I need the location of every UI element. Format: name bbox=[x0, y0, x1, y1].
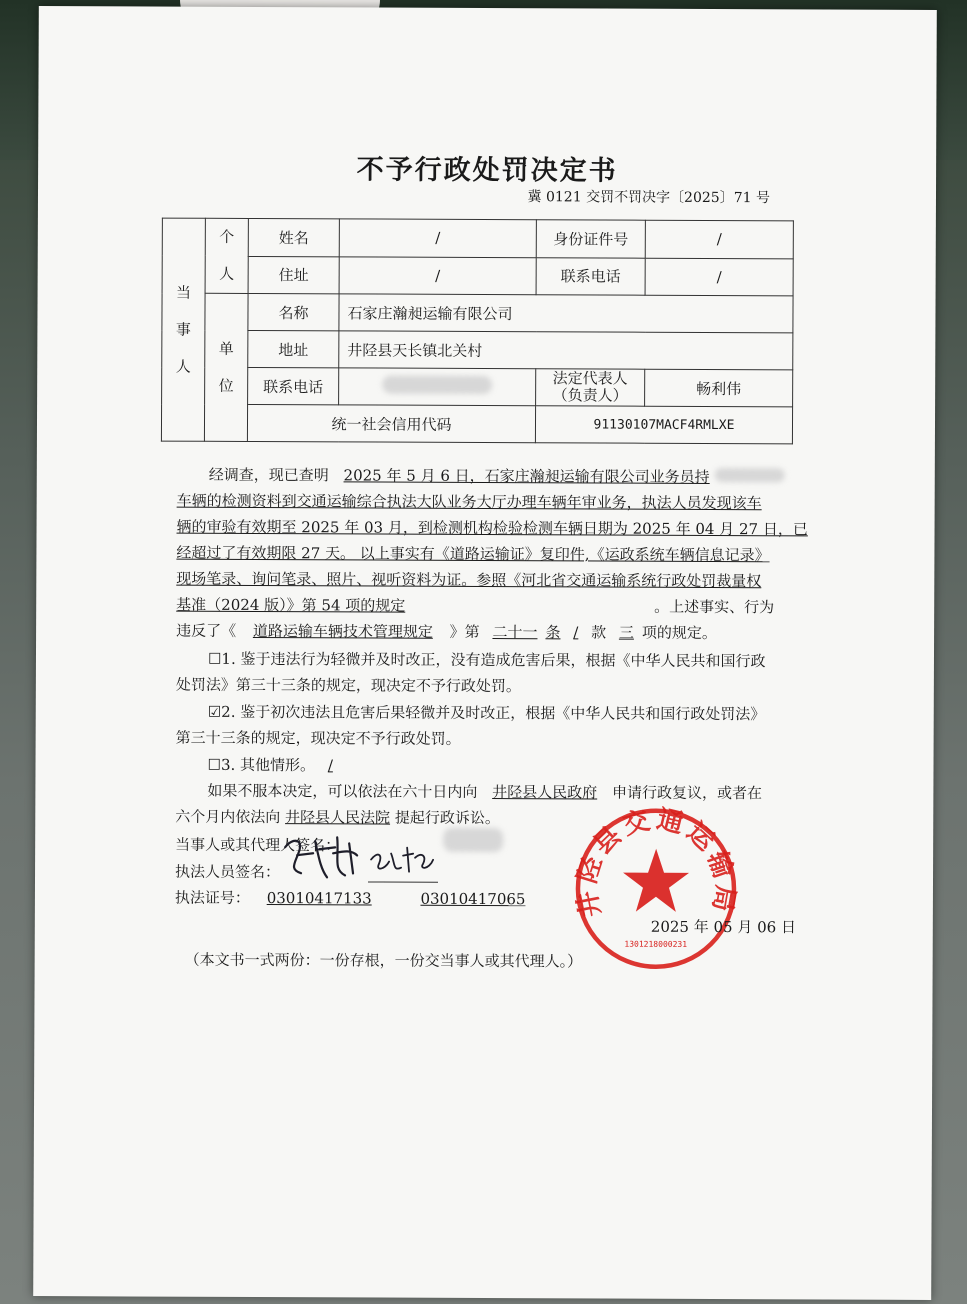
ind-phone-value: / bbox=[645, 258, 793, 296]
violation-item: 三 bbox=[618, 623, 634, 642]
document-number: 冀 0121 交罚不罚决字〔2025〕71 号 bbox=[527, 189, 771, 207]
redacted-name bbox=[714, 468, 784, 482]
party-info-table bbox=[161, 218, 794, 445]
violation-item-tail: 项的规定。 bbox=[641, 623, 718, 643]
rep-label-line1: 法定代表人 bbox=[552, 369, 628, 388]
unit-label: 单 位 bbox=[204, 293, 248, 441]
body-line-1-fact: 2025 年 5 月 6 日，石家庄瀚昶运输有限公司业务员持 bbox=[343, 466, 710, 486]
body-line-6-tail: 。上述事实、行为 bbox=[654, 597, 775, 617]
document-paper bbox=[33, 6, 937, 1300]
option-3-line bbox=[207, 752, 341, 779]
credit-code-value: 91130107MACF4RMLXE bbox=[535, 406, 792, 444]
option-2-text-a: 2. 鉴于初次违法且危害后果轻微并及时改正，根据《中华人民共和国行政处罚法》 bbox=[221, 702, 766, 724]
body-line-3: 辆的审验有效期至 2025 年 03 月，到检测机构检验检测车辆日期为 2025 年 04 月 27 日，已 bbox=[176, 517, 808, 539]
seal-text: 井陉县交通运输局 bbox=[571, 804, 741, 920]
option-3-checkbox: ☐ bbox=[207, 755, 222, 774]
option-2-checkbox: ☑ bbox=[207, 702, 222, 721]
body-line-1-lead: 经调查，现已查明 bbox=[208, 465, 329, 485]
ind-id-label: 身份证件号 bbox=[536, 220, 645, 258]
option-2-line-1 bbox=[208, 699, 766, 727]
ind-id-value: / bbox=[645, 220, 793, 258]
ind-name-value: / bbox=[339, 219, 536, 257]
body-line-7 bbox=[176, 618, 717, 646]
ind-address-value: / bbox=[339, 256, 536, 294]
option-1-text-a: 1. 鉴于违法行为轻微并及时改正，没有造成危害后果，根据《中华人民共和国行政 bbox=[221, 649, 766, 671]
appeal-six-months: 六个月内依法向 bbox=[175, 807, 281, 827]
unit-address-value: 井陉县天长镇北关村 bbox=[339, 331, 793, 370]
violation-law: 道路运输车辆技术管理规定 bbox=[252, 621, 433, 641]
body-line-6-basis: 基准（2024 版）》第 54 项的规定 bbox=[176, 595, 406, 615]
body-line-2: 车辆的检测资料到交通运输综合执法大队业务大厅办理车辆年审业务，执法人员发现该车 bbox=[176, 491, 762, 513]
credit-code-label: 统一社会信用代码 bbox=[247, 404, 535, 442]
body-line-4: 经超过了有效期限 27 天。 以上事实有《道路运输证》复印件,《运政系统车辆信息记录》 bbox=[176, 543, 770, 565]
decision-date: 2025 年 05 月 06 日 bbox=[650, 917, 797, 937]
option-3-text: 3. 其他情形。 bbox=[220, 755, 316, 775]
cert-number-2: 03010417065 bbox=[420, 889, 526, 909]
party-signature-label: 当事人或其代理人签名： bbox=[175, 835, 341, 855]
redacted-phone bbox=[382, 376, 492, 394]
violation-clause-unit: 款 bbox=[591, 623, 607, 642]
unit-rep-value: 畅利伟 bbox=[645, 369, 793, 407]
cert-label: 执法证号： bbox=[174, 888, 250, 907]
option-1-line-1 bbox=[208, 646, 766, 674]
appeal-review-text: 申请行政复议，或者在 bbox=[611, 783, 763, 803]
unit-rep-label bbox=[536, 369, 645, 406]
document-title: 不予行政处罚决定书 bbox=[356, 154, 618, 187]
unit-phone-value bbox=[339, 368, 536, 406]
footer-note: （本文书一式两份：一份存根，一份交当事人或其代理人。） bbox=[184, 950, 583, 971]
violation-lead: 违反了《 bbox=[176, 621, 237, 640]
unit-phone-label: 联系电话 bbox=[248, 367, 339, 404]
party-group-label: 当 事 人 bbox=[161, 218, 205, 441]
violation-article-unit: 条 bbox=[545, 623, 561, 642]
option-1-line-2: 处罚法》第三十三条的规定，现决定不予行政处罚。 bbox=[175, 675, 521, 696]
option-3-value: / bbox=[327, 756, 333, 775]
ind-address-label: 住址 bbox=[248, 256, 339, 294]
appeal-litigation: 提起行政诉讼。 bbox=[394, 808, 500, 828]
official-seal bbox=[572, 804, 741, 973]
option-2-line-2: 第三十三条的规定，现决定不予行政处罚。 bbox=[175, 728, 461, 748]
ind-phone-label: 联系电话 bbox=[536, 257, 645, 295]
body-line-6 bbox=[176, 592, 774, 621]
violation-clause: / bbox=[573, 623, 579, 642]
body-line-1 bbox=[209, 462, 785, 491]
unit-name-value: 石家庄瀚昶运输有限公司 bbox=[339, 294, 793, 333]
ind-name-label: 姓名 bbox=[248, 218, 339, 256]
violation-article-label: 》第 bbox=[449, 622, 480, 641]
appeal-government: 井陉县人民政府 bbox=[492, 783, 598, 802]
unit-address-label: 地址 bbox=[248, 330, 339, 367]
unit-name-label: 名称 bbox=[248, 293, 339, 330]
seal-code: 1301218000231 bbox=[624, 939, 688, 949]
officer-signature-label: 执法人员签名： bbox=[175, 862, 281, 882]
violation-article: 二十一 bbox=[492, 623, 538, 642]
cert-number-1: 03010417133 bbox=[266, 889, 372, 908]
rep-label-line2: （负责人） bbox=[552, 386, 628, 405]
appeal-lead: 如果不服本决定，可以依法在六十日内向 bbox=[207, 781, 478, 801]
body-line-5: 现场笔录、询问笔录、照片、视听资料为证。参照《河北省交通运输系统行政处罚裁量权 bbox=[176, 569, 762, 591]
appeal-line-1 bbox=[207, 778, 762, 806]
option-1-checkbox: ☐ bbox=[207, 649, 222, 668]
appeal-court: 井陉县人民法院 bbox=[285, 808, 391, 827]
redacted-party-signature bbox=[443, 828, 503, 856]
handwritten-signatures bbox=[279, 829, 449, 890]
individual-label: 个 人 bbox=[205, 218, 248, 293]
